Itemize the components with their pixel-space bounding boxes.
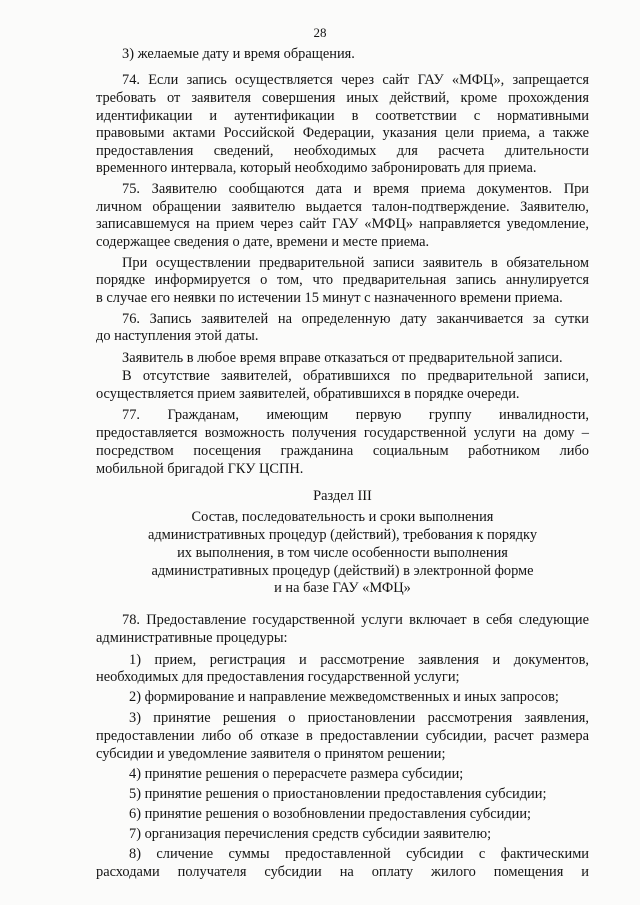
text-line: посредством посещения гражданина социальным работником либо <box>96 443 589 459</box>
text-line: административные процедуры: <box>96 630 288 646</box>
text-line: 76. Запись заявителей на определенную дату заканчивается за сутки <box>122 311 589 327</box>
list-item: 8) сличение суммы предоставленной субсидии с фактическими <box>129 846 589 862</box>
text-line: порядке информируется о том, что предварительная запись аннулируется <box>96 272 589 288</box>
section-heading: Раздел III <box>313 488 372 504</box>
list-item: 7) организация перечисления средств субсидии заявителю; <box>129 826 492 842</box>
text-line: идентификации и аутентификации в соответствии с нормативными <box>96 108 589 124</box>
text-line: 78. Предоставление государственной услуги включает в себя следующие <box>122 612 589 628</box>
text-line: личном обращении заявителю выдается талон-подтверждение. Заявителю, <box>96 199 589 215</box>
text-line: содержащее сведения о дате, времени и месте приема. <box>96 234 430 250</box>
section-subtitle-line: Состав, последовательность и сроки выполнения <box>191 509 494 525</box>
text-line: в случае его неявки по истечении 15 минут с назначенного времени приема. <box>96 290 563 306</box>
list-item: 3) принятие решения о приостановлении рассмотрения заявления, <box>129 710 589 726</box>
text-line: 77. Гражданам, имеющим первую группу инвалидности, <box>122 407 589 423</box>
section-subtitle-line: их выполнения, в том числе особенности выполнения <box>177 545 508 561</box>
text-line: Заявитель в любое время вправе отказаться от предварительной записи. <box>122 350 563 366</box>
text-line: записавшемуся на прием через сайт ГАУ «МФЦ» направляется уведомление, <box>96 216 589 232</box>
text-line: 75. Заявителю сообщаются дата и время приема документов. При <box>122 181 589 197</box>
text-line: требовать от заявителя совершения иных действий, кроме прохождения <box>96 90 589 106</box>
text-line: расходами получателя субсидии на оплату жилого помещения и <box>96 864 589 880</box>
list-item: 2) формирование и направление межведомственных и иных запросов; <box>129 689 559 705</box>
text-line: правовыми актами Российской Федерации, указания цели приема, а также <box>96 125 589 141</box>
list-item: 6) принятие решения о возобновлении предоставления субсидии; <box>129 806 532 822</box>
text-line: мобильной бригадой ГКУ ЦСПН. <box>96 461 304 477</box>
section-subtitle-line: и на базе ГАУ «МФЦ» <box>274 580 411 596</box>
text-line: временного интервала, который необходимо забронировать для приема. <box>96 160 537 176</box>
list-item: 4) принятие решения о перерасчете размера субсидии; <box>129 766 464 782</box>
text-line: предоставлении либо об отказе в предоставлении субсидии, расчет размера <box>96 728 589 744</box>
page-number: 28 <box>313 25 327 40</box>
list-item: 1) прием, регистрация и рассмотрение заявления и документов, <box>129 652 589 668</box>
section-subtitle-line: административных процедур (действий) в электронной форме <box>151 563 534 579</box>
text-line: осуществляется прием заявителей, обратившихся в порядке очереди. <box>96 386 520 402</box>
text-line: В отсутствие заявителей, обратившихся по предварительной записи, <box>122 368 589 384</box>
text-line: 3) желаемые дату и время обращения. <box>122 46 355 62</box>
text-line: При осуществлении предварительной записи заявитель в обязательном <box>122 255 589 271</box>
text-line: 74. Если запись осуществляется через сайт ГАУ «МФЦ», запрещается <box>122 72 589 88</box>
text-line: предоставляется возможность получения государственной услуги на дому – <box>96 425 589 441</box>
text-line: предоставления сведений, необходимых для расчета длительности <box>96 143 589 159</box>
list-item: 5) принятие решения о приостановлении предоставления субсидии; <box>129 786 547 802</box>
text-line: до наступления этой даты. <box>96 328 259 344</box>
text-line: необходимых для предоставления государственной услуги; <box>96 669 460 685</box>
section-subtitle-line: административных процедур (действий), требования к порядку <box>147 527 538 543</box>
text-line: субсидии и уведомление заявителя о принятом решении; <box>96 746 446 762</box>
